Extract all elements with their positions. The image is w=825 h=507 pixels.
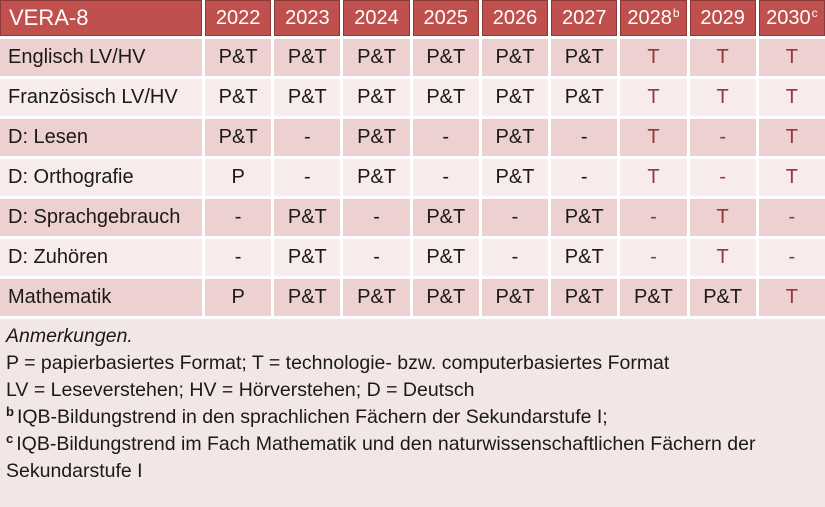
column-header-2023	[274, 0, 340, 36]
table-cell: T	[759, 159, 825, 196]
table-cell: P	[205, 159, 271, 196]
note-text: IQB-Bildungstrend in den sprachlichen Fächern der Sekundarstufe I;	[16, 406, 608, 428]
table-cell: T	[759, 279, 825, 316]
row-label: Englisch LV/HV	[0, 39, 202, 76]
column-header-label: 2023	[285, 6, 330, 29]
column-header-2027	[551, 0, 617, 36]
table-cell: -	[413, 159, 479, 196]
table-cell: T	[690, 79, 756, 116]
table-cell: P&T	[343, 159, 409, 196]
notes-section	[0, 319, 825, 507]
table-cell: P&T	[482, 119, 548, 156]
table-cell: -	[759, 239, 825, 276]
column-header-2030	[759, 0, 825, 36]
column-header-2024	[343, 0, 409, 36]
row-label: Französisch LV/HV	[0, 79, 202, 116]
table-cell: P&T	[343, 79, 409, 116]
table-cell: P&T	[690, 279, 756, 316]
column-header-label: 2024	[354, 6, 399, 29]
column-header-2029	[690, 0, 756, 36]
note-superscript: b	[6, 403, 14, 419]
table-cell: T	[690, 239, 756, 276]
table-title-cell: VERA-8	[0, 0, 202, 36]
table-cell: P&T	[620, 279, 686, 316]
table-cell: T	[690, 39, 756, 76]
notes-lines	[6, 350, 819, 485]
table-cell: -	[482, 199, 548, 236]
table-cell: -	[413, 119, 479, 156]
table-cell: P&T	[274, 39, 340, 76]
column-header-label: 2028	[627, 6, 672, 29]
table-cell: -	[620, 239, 686, 276]
column-header-label: 2025	[423, 6, 469, 29]
table-cell: -	[551, 159, 617, 196]
table-cell: -	[551, 119, 617, 156]
table-cell: T	[620, 159, 686, 196]
row-label: D: Sprachgebrauch	[0, 199, 202, 236]
table-cell: -	[343, 199, 409, 236]
table-cell: P&T	[274, 79, 340, 116]
table-cell: P&T	[482, 39, 548, 76]
table-cell: P&T	[274, 239, 340, 276]
table-cell: P&T	[413, 79, 479, 116]
column-header-2026	[482, 0, 548, 36]
table-cell: -	[274, 119, 340, 156]
note-text: P = papierbasiertes Format; T = technologie- bzw. computerbasiertes Format	[6, 352, 670, 374]
table-cell: -	[620, 199, 686, 236]
table-cell: P&T	[343, 39, 409, 76]
table-cell: P&T	[413, 279, 479, 316]
table-cell: -	[482, 239, 548, 276]
table-cell: P&T	[551, 39, 617, 76]
column-header-superscript: c	[811, 6, 818, 20]
table-cell: P&T	[551, 239, 617, 276]
table-cell: P&T	[343, 279, 409, 316]
row-label: D: Lesen	[0, 119, 202, 156]
notes-line	[6, 404, 819, 431]
table-cell: T	[620, 119, 686, 156]
notes-heading: Anmerkungen.	[6, 325, 133, 347]
table-cell: P	[205, 279, 271, 316]
notes-line	[6, 431, 819, 485]
column-header-label: 2029	[700, 6, 745, 29]
row-label: D: Zuhören	[0, 239, 202, 276]
table-cell: -	[274, 159, 340, 196]
note-text: IQB-Bildungstrend im Fach Mathematik und den naturwissenschaftlichen Fächern der Sekundarstufe I	[6, 433, 756, 482]
table-cell: P&T	[274, 279, 340, 316]
table-cell: -	[205, 239, 271, 276]
table-cell: -	[759, 199, 825, 236]
table-cell: -	[343, 239, 409, 276]
table-cell: P&T	[413, 239, 479, 276]
column-header-label: 2022	[215, 6, 261, 29]
table-cell: P&T	[413, 39, 479, 76]
note-text: LV = Leseverstehen; HV = Hörverstehen; D = Deutsch	[6, 379, 475, 401]
table-cell: P&T	[205, 79, 271, 116]
table-cell: -	[205, 199, 271, 236]
column-header-superscript: b	[672, 6, 680, 20]
table-cell: P&T	[551, 279, 617, 316]
column-header-label: 2027	[561, 6, 607, 29]
table-cell: T	[620, 39, 686, 76]
table-cell: P&T	[482, 159, 548, 196]
column-header-2028	[620, 0, 686, 36]
table-cell: P&T	[482, 279, 548, 316]
notes-line	[6, 377, 819, 404]
table-cell: P&T	[205, 39, 271, 76]
table-cell: P&T	[551, 79, 617, 116]
column-header-2022	[205, 0, 271, 36]
table-cell: P&T	[205, 119, 271, 156]
table-cell: P&T	[413, 199, 479, 236]
column-header-label: 2026	[492, 6, 538, 29]
table-cell: T	[759, 79, 825, 116]
table-cell: P&T	[274, 199, 340, 236]
table-cell: T	[620, 79, 686, 116]
notes-line	[6, 350, 819, 377]
row-label: Mathematik	[0, 279, 202, 316]
row-label: D: Orthografie	[0, 159, 202, 196]
table-cell: P&T	[343, 119, 409, 156]
table-cell: P&T	[482, 79, 548, 116]
table-cell: T	[759, 119, 825, 156]
table-cell: P&T	[551, 199, 617, 236]
column-header-label: 2030	[766, 6, 811, 29]
table-cell: -	[690, 159, 756, 196]
table-cell: -	[690, 119, 756, 156]
table-cell: T	[759, 39, 825, 76]
note-superscript: c	[6, 430, 14, 446]
table-cell: T	[690, 199, 756, 236]
column-header-2025	[413, 0, 479, 36]
